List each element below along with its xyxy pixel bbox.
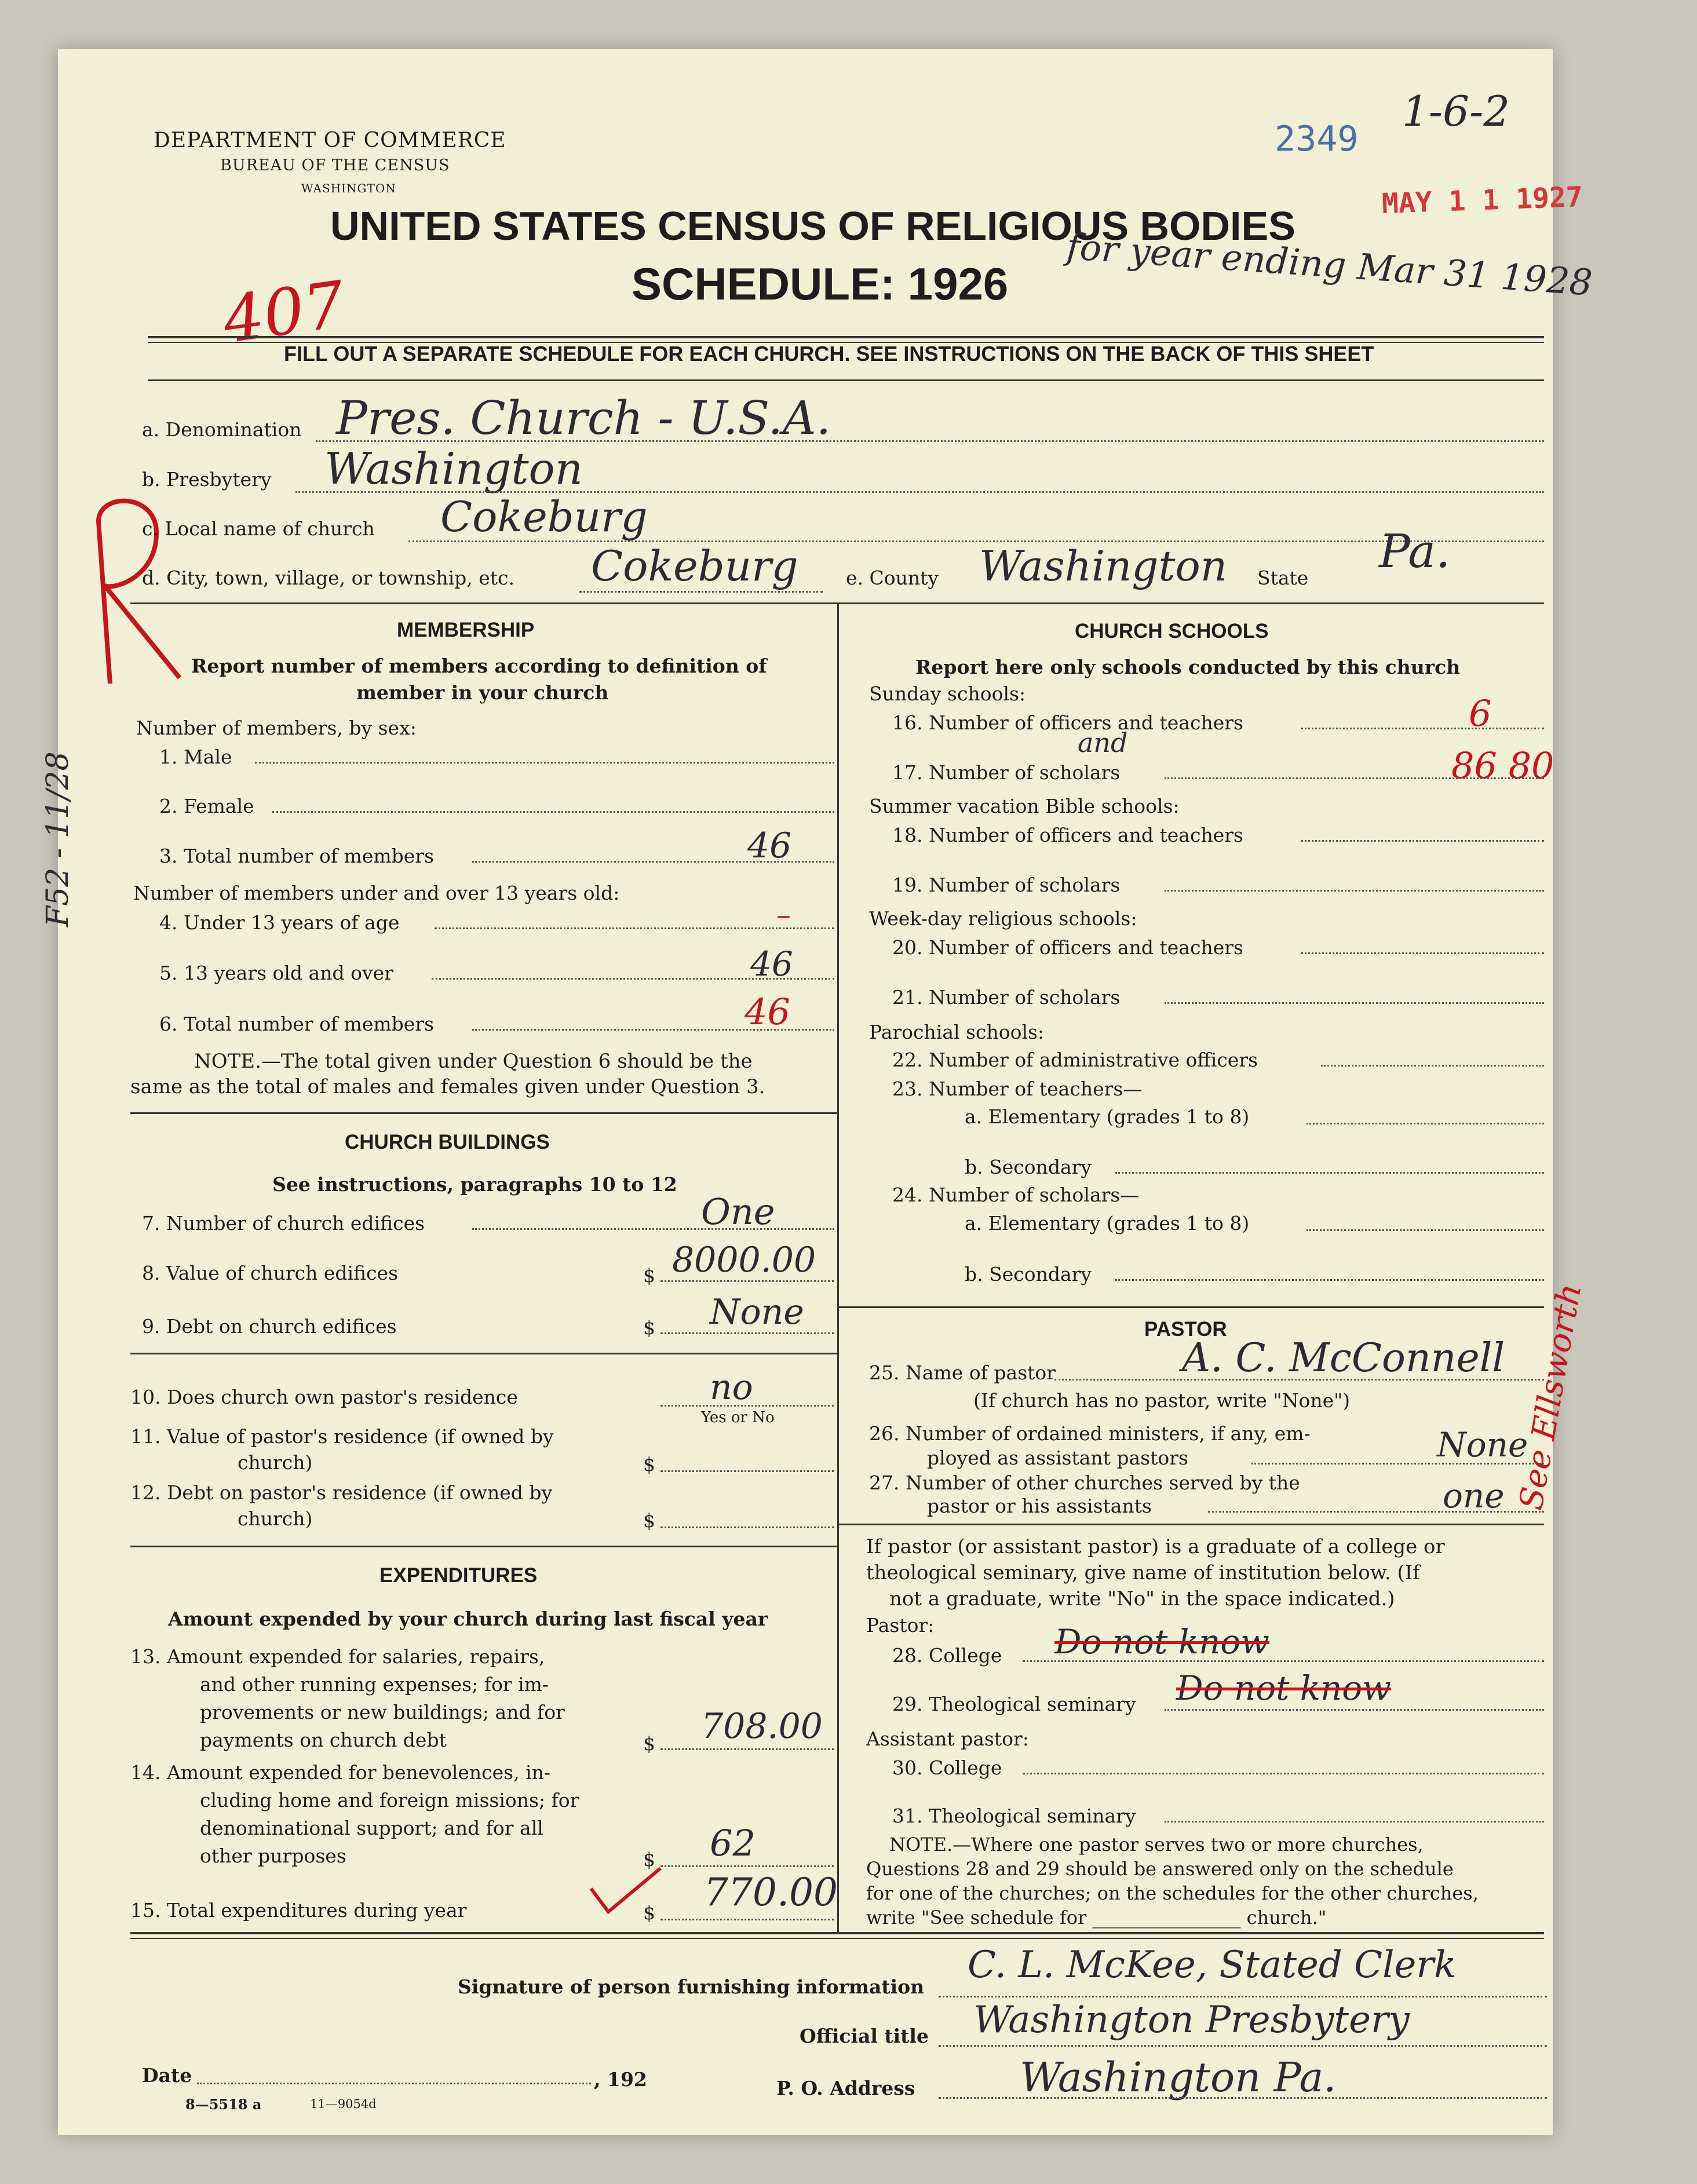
q17-value: 86 80 — [1451, 744, 1554, 787]
q9-value: None — [710, 1292, 804, 1332]
membership-subtitle-1: Report number of members according to definition of — [191, 655, 767, 677]
grad-text-3: not a graduate, write "No" in the space indicated.) — [889, 1587, 1395, 1610]
pastor-note-2: Questions 28 and 29 should be answered only on the schedule — [866, 1858, 1454, 1880]
denomination-label: a. Denomination — [142, 418, 302, 441]
stamp-number: 2349 — [1275, 119, 1359, 159]
pastor-title: PASTOR — [1144, 1318, 1227, 1341]
q6-total-label: 6. Total number of members — [159, 1013, 435, 1035]
q1-male-label: 1. Male — [159, 746, 232, 768]
expenditures-title: EXPENDITURES — [379, 1564, 538, 1587]
q16-value: 6 — [1469, 692, 1492, 735]
q13-value: 708.00 — [701, 1706, 823, 1747]
schools-title: CHURCH SCHOOLS — [1075, 620, 1269, 642]
denomination-value: Pres. Church - U.S.A. — [336, 391, 831, 445]
red-margin-note: See Ellsworth — [1512, 1281, 1589, 1513]
q14-value: 62 — [710, 1822, 756, 1864]
instruction-banner: FILL OUT A SEPARATE SCHEDULE FOR EACH CHURCH. SEE INSTRUCTIONS ON THE BACK OF THIS SHEET — [284, 342, 1374, 366]
buildings-subtitle: See instructions, paragraphs 10 to 12 — [272, 1173, 677, 1196]
q22-label: 22. Number of administrative officers — [892, 1049, 1258, 1071]
q8-dollar: $ — [643, 1264, 655, 1287]
q6-total-value: 46 — [745, 991, 790, 1033]
q30-label: 30. College — [892, 1756, 1002, 1779]
grad-text-2: theological seminary, give name of institution below. (If — [866, 1561, 1420, 1584]
q4-under13-value: – — [776, 898, 791, 932]
city-label: d. City, town, village, or township, etc. — [142, 567, 515, 589]
buildings-title: CHURCH BUILDINGS — [345, 1131, 550, 1153]
sunday-head: Sunday schools: — [869, 682, 1026, 705]
q27-value: one — [1443, 1476, 1505, 1515]
q23a-label: a. Elementary (grades 1 to 8) — [965, 1105, 1250, 1128]
q27-label-b: pastor or his assistants — [927, 1495, 1152, 1517]
q12-dollar: $ — [643, 1509, 655, 1532]
expenditures-subtitle: Amount expended by your church during last fiscal year — [168, 1608, 768, 1630]
age-head: Number of members under and over 13 years old: — [133, 882, 620, 904]
q31-label: 31. Theological seminary — [892, 1805, 1136, 1827]
date-year: , 192 — [594, 2068, 647, 2091]
department-name: DEPARTMENT OF COMMERCE — [154, 129, 506, 152]
q5-over13-label: 5. 13 years old and over — [159, 962, 393, 984]
file-code: 1-6-2 — [1402, 87, 1510, 136]
q13-label-c: provements or new buildings; and for — [200, 1701, 565, 1723]
q29-label: 29. Theological seminary — [892, 1693, 1136, 1715]
q28-label: 28. College — [892, 1644, 1002, 1667]
q17-note: and — [1078, 727, 1128, 758]
q7-value: One — [701, 1190, 775, 1233]
q25-label: 25. Name of pastor — [869, 1361, 1056, 1384]
schedule-title: SCHEDULE: 1926 — [632, 258, 1009, 309]
q8-value: 8000.00 — [672, 1240, 816, 1280]
received-date-stamp: MAY 1 1 1927 — [1381, 180, 1583, 221]
q21-label: 21. Number of scholars — [892, 986, 1121, 1009]
summer-head: Summer vacation Bible schools: — [869, 795, 1180, 817]
q10-value: no — [710, 1367, 753, 1408]
date-label: Date — [142, 2064, 192, 2087]
pastor-note-3: for one of the churches; on the schedules for the other churches, — [866, 1882, 1479, 1904]
q9-dollar: $ — [643, 1316, 655, 1339]
q24b-label: b. Secondary — [965, 1263, 1092, 1285]
pastor-note-1: NOTE.—Where one pastor serves two or more churches, — [889, 1834, 1424, 1856]
bureau-city: WASHINGTON — [301, 181, 396, 195]
q3-total-value: 46 — [747, 826, 792, 866]
q13-label-b: and other running expenses; for im- — [200, 1673, 549, 1696]
q27-label-a: 27. Number of other churches served by the — [869, 1471, 1300, 1494]
q23-label: 23. Number of teachers— — [892, 1078, 1143, 1100]
signature-label: Signature of person furnishing information — [458, 1975, 925, 1998]
q15-label: 15. Total expenditures during year — [130, 1899, 467, 1922]
church-name-value: Cokeburg — [440, 492, 648, 541]
form-title: UNITED STATES CENSUS OF RELIGIOUS BODIES — [330, 203, 1295, 249]
membership-subtitle-2: member in your church — [356, 681, 609, 704]
q8-label: 8. Value of church edifices — [142, 1262, 399, 1284]
q20-label: 20. Number of officers and teachers — [892, 936, 1243, 959]
assistant-head: Assistant pastor: — [866, 1728, 1029, 1750]
q17-label: 17. Number of scholars — [892, 761, 1121, 784]
pastor-note-4: write "See schedule for ________________ church." — [866, 1907, 1327, 1929]
q25-value: A. C. McConnell — [1182, 1335, 1505, 1381]
state-label: State — [1257, 567, 1309, 589]
bureau-name: BUREAU OF THE CENSUS — [220, 156, 450, 174]
signature-value: C. L. McKee, Stated Clerk — [968, 1944, 1457, 1986]
state-value: Pa. — [1379, 524, 1451, 578]
po-address-value: Washington Pa. — [1020, 2054, 1337, 2101]
q13-dollar: $ — [643, 1732, 655, 1755]
q23b-label: b. Secondary — [965, 1156, 1092, 1178]
q12-label-a: 12. Debt on pastor's residence (if owned by — [130, 1481, 553, 1504]
county-value: Washington — [979, 542, 1228, 590]
q14-label-d: other purposes — [200, 1845, 346, 1867]
city-value: Cokeburg — [591, 542, 798, 590]
q14-label-c: denominational support; and for all — [200, 1817, 543, 1839]
q25-note: (If church has no pastor, write "None") — [973, 1389, 1351, 1412]
q28-value: Do not know — [1054, 1622, 1269, 1661]
official-title-value: Washington Presbytery — [973, 1999, 1410, 2041]
q29-value: Do not know — [1176, 1668, 1391, 1708]
q24a-label: a. Elementary (grades 1 to 8) — [965, 1212, 1250, 1235]
q19-label: 19. Number of scholars — [892, 874, 1121, 896]
q12-label-b: church) — [238, 1507, 313, 1530]
membership-note-1: NOTE.—The total given under Question 6 should be the — [194, 1050, 753, 1073]
parochial-head: Parochial schools: — [869, 1021, 1045, 1043]
schools-subtitle: Report here only schools conducted by this church — [915, 656, 1461, 678]
side-note: F52 - 11/28 — [41, 751, 75, 927]
grad-text-1: If pastor (or assistant pastor) is a graduate of a college or — [866, 1535, 1445, 1558]
q26-label-b: ployed as assistant pastors — [927, 1447, 1188, 1469]
q14-dollar: $ — [643, 1848, 655, 1871]
official-title-label: Official title — [800, 2025, 929, 2047]
year-ending-note: for year ending Mar 31 1928 — [1065, 225, 1594, 304]
q5-over13-value: 46 — [750, 944, 793, 984]
q15-dollar: $ — [643, 1901, 655, 1924]
church-name-label: c. Local name of church — [142, 517, 375, 540]
q26-value: None — [1437, 1425, 1528, 1464]
membership-title: MEMBERSHIP — [397, 619, 535, 641]
presbytery-label: b. Presbytery — [142, 468, 272, 491]
q3-total-label: 3. Total number of members — [159, 845, 435, 867]
red-number: 407 — [218, 267, 349, 357]
members-by-sex: Number of members, by sex: — [136, 717, 417, 739]
po-address-label: P. O. Address — [776, 2077, 915, 2099]
q14-label-a: 14. Amount expended for benevolences, in- — [130, 1761, 551, 1784]
q11-label-b: church) — [238, 1451, 313, 1474]
weekday-head: Week-day religious schools: — [869, 907, 1137, 930]
q4-under13-label: 4. Under 13 years of age — [159, 911, 400, 934]
membership-note-2: same as the total of males and females given under Question 3. — [130, 1075, 765, 1098]
q11-dollar: $ — [643, 1453, 655, 1476]
red-check-mark — [585, 1862, 666, 1920]
q24-label: 24. Number of scholars— — [892, 1184, 1140, 1206]
q13-label-d: payments on church debt — [200, 1729, 447, 1751]
q16-label: 16. Number of officers and teachers — [892, 711, 1243, 734]
q10-hint: Yes or No — [701, 1409, 775, 1426]
q11-label-a: 11. Value of pastor's residence (if owned by — [130, 1425, 554, 1448]
presbytery-value: Washington — [324, 443, 583, 494]
form-code: 8—5518 a — [185, 2096, 262, 2113]
pastor-head: Pastor: — [866, 1614, 935, 1637]
q7-label: 7. Number of church edifices — [142, 1212, 425, 1235]
q26-label-a: 26. Number of ordained ministers, if any, em- — [869, 1422, 1311, 1445]
q14-label-b: cluding home and foreign missions; for — [200, 1789, 579, 1812]
q15-value: 770.00 — [704, 1870, 838, 1915]
county-label: e. County — [846, 567, 939, 589]
q9-label: 9. Debt on church edifices — [142, 1315, 397, 1338]
q2-female-label: 2. Female — [159, 795, 254, 817]
q10-label: 10. Does church own pastor's residence — [130, 1386, 518, 1408]
q18-label: 18. Number of officers and teachers — [892, 824, 1243, 846]
q13-label-a: 13. Amount expended for salaries, repairs, — [130, 1645, 545, 1668]
print-code: 11—9054d — [310, 2097, 377, 2111]
